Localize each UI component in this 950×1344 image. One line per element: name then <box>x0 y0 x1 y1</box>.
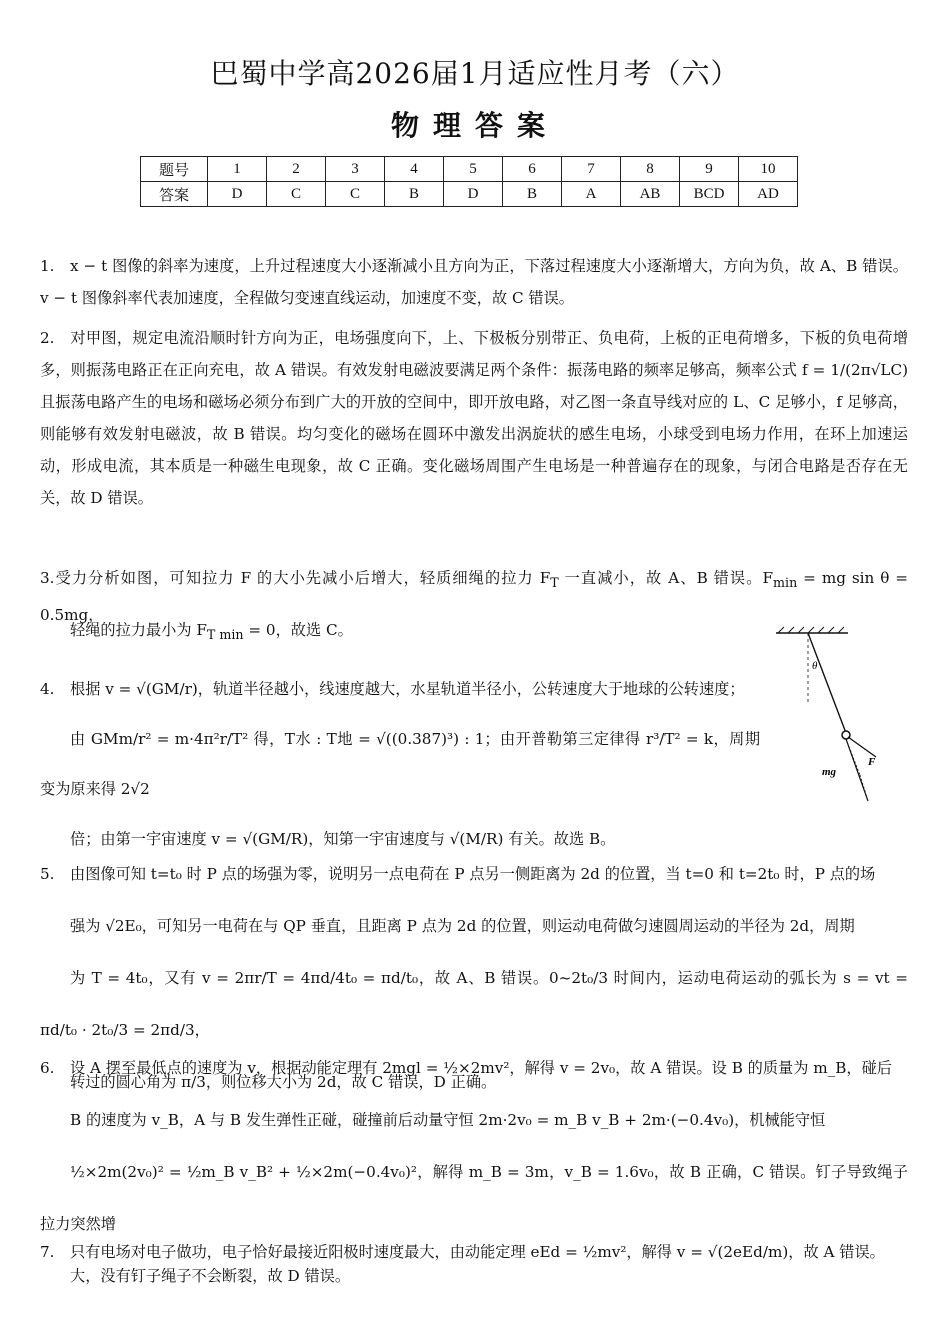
subscript: T min <box>206 627 244 643</box>
question-number: 7 <box>562 157 621 182</box>
question-number: 8 <box>621 157 680 182</box>
solution-text: 强为 √2E₀，可知另一电荷在与 QP 垂直，且距离 P 点为 2d 的位置，则运动电荷做匀速圆周运动的半径为 2d，周期 <box>70 917 855 935</box>
solution-text: = 0，故选 C。 <box>243 621 353 639</box>
solution-number: 6. <box>40 1059 55 1077</box>
solution-number: 2. <box>40 329 55 347</box>
page-subtitle: 物理答案 <box>390 109 559 142</box>
page-title: 巴蜀中学高2026届1月适应性月考（六） <box>210 57 740 90</box>
solution-text: 且振荡电路产生的电场和磁场必须分布到广大的开放的空间中，即开放电路，对乙图一条直导线对应的 L、C 足够小，f 足够高，则能够有效发射电磁波，故 B 错误。均匀变化的磁场在圆环中激发出涡旋状的感生电场，小球受到电场力作用，在环上加速运动，形成电流，其本质是一种磁生电现象，故 C 正确。变化磁场周围产生电场是一种普遍存在的现象，与闭合电路是否存在无关，故 D 错误。 <box>40 393 908 507</box>
question-row <box>141 157 798 182</box>
solution-1 <box>40 250 908 314</box>
solution-7 <box>40 1236 908 1268</box>
question-number: 6 <box>503 157 562 182</box>
solution-text: 轻绳的拉力最小为 F <box>70 621 207 639</box>
solution-text: 由 GMm/r² = m·4π²r/T² 得，T水 : T地 = √((0.387)³) : 1；由开普勒第三定律得 r³/T² = k，周期变为原来得 2√2 <box>40 730 760 798</box>
solution-text: 为 T = 4t₀，又有 v = 2πr/T = 4πd/4t₀ = πd/t₀，故 A、B 错误。0~2t₀/3 时间内，运动电荷运动的弧长为 s = vt = πd/t₀ · 2t₀/3 = 2πd/3， <box>40 969 908 1039</box>
solution-text: 根据 v = √(GM/r)，轨道半径越小，线速度越大，水星轨道半径小，公转速度大于地球的公转速度； <box>70 680 745 698</box>
subscript: T <box>550 575 559 591</box>
answer-cell: B <box>503 182 562 207</box>
solution-text: 设 A 摆至最低点的速度为 v，根据动能定理有 2mgl = ½×2mv²，解得 v = 2v₀，故 A 错误。设 B 的质量为 m_B，碰后 <box>70 1059 892 1077</box>
solution-text: B 的速度为 v_B，A 与 B 发生弹性正碰，碰撞前后动量守恒 2m·2v₀ = m_B v_B + 2m·(−0.4v₀)，机械能守恒 <box>70 1111 826 1129</box>
solution-3-cont <box>70 614 760 651</box>
question-number: 2 <box>267 157 326 182</box>
question-number: 1 <box>208 157 267 182</box>
question-number: 4 <box>385 157 444 182</box>
solution-text: 一直减小，故 A、B 错误。F <box>558 569 774 587</box>
answer-cell: BCD <box>680 182 739 207</box>
solution-text: 受力分析如图，可知拉力 F 的大小先减小后增大，轻质细绳的拉力 F <box>54 569 551 587</box>
answer-cell: B <box>385 182 444 207</box>
solution-text: 只有电场对电子做功，电子恰好最接近阳极时速度最大，由动能定理 eEd = ½mv²，解得 v = √(2eEd/m)，故 A 错误。 <box>70 1243 885 1261</box>
rope-line <box>808 633 846 733</box>
solution-text: ½×2m(2v₀)² = ½m_B v_B² + ½×2m(−0.4v₀)²，解得 m_B = 3m，v_B = 1.6v₀，故 B 正确，C 错误。钉子导致绳子拉力突然增 <box>40 1163 908 1233</box>
answer-cell: D <box>208 182 267 207</box>
solution-text: x − t 图像的斜率为速度，上升过程速度大小逐渐减小且方向为正，下落过程速度大小逐渐增大，方向为负，故 A、B 错误。v − t 图像斜率代表加速度，全程做匀变速直线运动，加速度不变，故 C 错误。 <box>40 257 908 307</box>
answer-cell: C <box>326 182 385 207</box>
mg-label: mg <box>822 766 837 778</box>
row-header-question: 题号 <box>141 157 208 182</box>
question-number: 9 <box>680 157 739 182</box>
solution-text: 转过的圆心角为 π/3，则位移大小为 2d，故 C 错误，D 正确。 <box>70 1073 497 1091</box>
solution-text: 对甲图，规定电流沿顺时针方向为正，电场强度向下，上、下极板分别带正、负电荷，上板的正电荷增多，下板的负电荷增多，则振荡电路正在正向充电，故 A 错误。有效发射电磁波要满足两个条件：振荡电路的频率足够高，频率公式 <box>40 329 908 379</box>
question-number: 3 <box>326 157 385 182</box>
answer-cell: AB <box>621 182 680 207</box>
solution-2 <box>40 322 908 514</box>
row-header-answer: 答案 <box>141 182 208 207</box>
solution-4 <box>40 664 760 864</box>
force-f-label: F <box>868 756 876 768</box>
solution-number: 4. <box>40 680 55 698</box>
solution-text: 由图像可知 t=t₀ 时 P 点的场强为零，说明另一点电荷在 P 点另一侧距离为 2d 的位置，当 t=0 和 t=2t₀ 时，P 点的场 <box>70 865 876 883</box>
answer-cell: D <box>444 182 503 207</box>
answer-row <box>141 182 798 207</box>
force-diagram <box>768 625 878 805</box>
answer-cell: C <box>267 182 326 207</box>
frequency-formula: f = 1/(2π√LC) <box>802 361 909 379</box>
solution-number: 1. <box>40 257 55 275</box>
solution-number: 3. <box>40 569 55 587</box>
solution-text: 倍；由第一宇宙速度 v = √(GM/R)，知第一宇宙速度与 √(M/R) 有关。故选 B。 <box>70 830 616 848</box>
question-number: 5 <box>444 157 503 182</box>
answer-cell: A <box>562 182 621 207</box>
solution-text: 大，没有钉子绳子不会断裂，故 D 错误。 <box>70 1267 351 1285</box>
solution-number: 5. <box>40 865 55 883</box>
subscript: min <box>773 575 798 591</box>
question-number: 10 <box>739 157 798 182</box>
answer-table <box>140 156 798 207</box>
theta-label: θ <box>812 660 818 672</box>
ceiling-hatch <box>778 627 844 633</box>
answer-cell: AD <box>739 182 798 207</box>
solution-text: = mg sin θ = 0.5mg， <box>40 569 909 625</box>
solution-number: 7. <box>40 1243 55 1261</box>
